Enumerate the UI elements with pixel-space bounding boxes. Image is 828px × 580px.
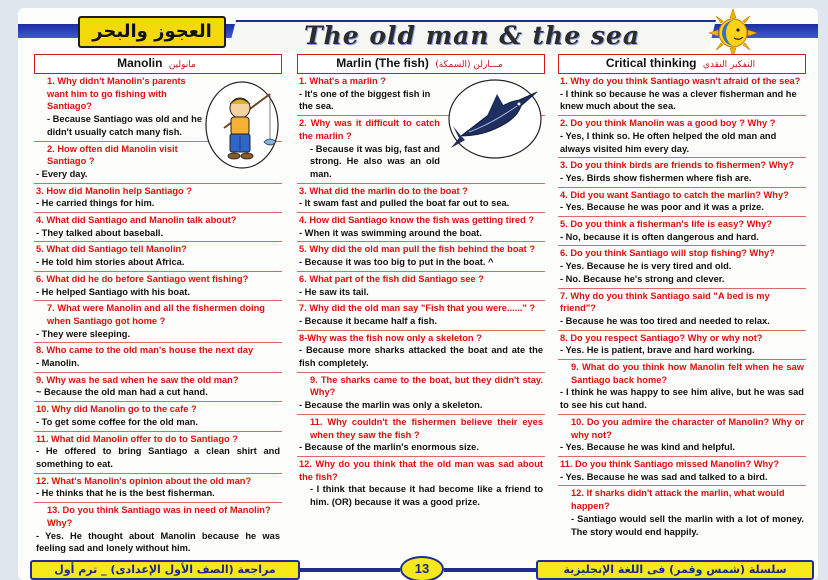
- question: 10. Do you admire the character of Manolin? Why or why not?: [571, 416, 804, 440]
- qa-item: [558, 415, 806, 457]
- question: 1. What's a marlin ?: [299, 76, 386, 86]
- answer: - Every day.: [36, 168, 88, 179]
- question: 11. Do you think Santiago missed Manolin? Why?: [560, 458, 780, 469]
- title-english: The old man & the sea: [303, 21, 641, 50]
- qa-item: [297, 272, 545, 301]
- qa-item: [297, 331, 545, 373]
- qa-item: [558, 289, 806, 331]
- question: 5. Do you think a fisherman's life is easy? Why?: [560, 219, 772, 230]
- answer: - I think that because it had become like a friend to him. (OR) because it was a good prize.: [310, 484, 543, 508]
- answer: - He helped Santiago with his boat.: [36, 286, 190, 297]
- column-title-arabic: مـــارلن (السمكة): [435, 60, 503, 70]
- answer: - He carried things for him.: [36, 198, 155, 209]
- question: 12. Why do you think that the old man was sad about the fish?: [299, 458, 543, 482]
- qa-item: [558, 331, 806, 360]
- qa-item: [34, 343, 282, 372]
- qa-item: [34, 242, 282, 271]
- worksheet-page: [18, 8, 818, 580]
- answer: - When it was swimming around the boat.: [299, 227, 482, 238]
- answer: - Because it was too big to put in the boat. ^: [299, 257, 494, 268]
- column-title: Marlin (The fish): [336, 56, 429, 70]
- answer: - Yes. Because he was kind and helpful.: [560, 442, 735, 453]
- footer-line-left: [300, 568, 400, 572]
- question: 1. Why didn't Manolin's parents want him to go fishing with Santiago?: [47, 76, 186, 112]
- answer: - They talked about baseball.: [36, 227, 164, 238]
- answer: - Santiago would sell the marlin with a lot of money. The story would end happily.: [571, 513, 804, 537]
- qa-item: [297, 457, 545, 511]
- answer: - Because it became half a fish.: [299, 315, 437, 326]
- column-title-arabic: التفكير النقدي: [702, 60, 756, 70]
- fisher-boy-icon: [204, 80, 280, 170]
- header: [18, 8, 818, 52]
- answer: - I think so because he was a clever fisherman and he knew much about the sea.: [560, 88, 797, 112]
- question: 2. Why was it difficult to catch the marlin ?: [299, 118, 440, 141]
- question: 9. Why was he sad when he saw the old man?: [36, 374, 239, 385]
- question: 3. How did Manolin help Santiago ?: [36, 185, 192, 196]
- answer: - No, because it is often dangerous and hard.: [560, 231, 759, 242]
- question: 7. Why did the old man say "Fish that you were......" ?: [299, 303, 536, 314]
- question: 9. The sharks came to the boat, but they didn't stay. Why?: [310, 374, 543, 398]
- qa-item: [558, 158, 806, 187]
- marlin-fish-icon: [447, 78, 543, 160]
- answer: - Because it was big, fast and strong. He also was an old man.: [310, 143, 440, 179]
- qa-item: [297, 415, 545, 457]
- answer: - He thinks that he is the best fisherman.: [36, 488, 215, 499]
- answer: - Yes. Because he was poor and it was a prize.: [560, 202, 764, 213]
- column-header-marlin: [297, 54, 545, 74]
- question: 5. What did Santiago tell Manolin?: [36, 244, 187, 255]
- answer: - He saw its tail.: [299, 286, 369, 297]
- question: 2. Do you think Manolin was a good boy ? Why ?: [560, 118, 776, 129]
- answer: - Yes. He is patient, brave and hard working.: [560, 345, 755, 356]
- question: 12. What's Manolin's opinion about the old man?: [36, 475, 252, 486]
- question: 6. What did he do before Santiago went fishing?: [36, 273, 249, 284]
- question: 10. Why did Manolin go to the cafe ?: [36, 404, 197, 415]
- qa-item: [34, 213, 282, 242]
- qa-item: [34, 373, 282, 402]
- answer: - Because more sharks attacked the boat and ate the fish completely.: [299, 345, 543, 369]
- qa-item: [558, 457, 806, 486]
- footer-course-label: مراجعة (الصف الأول الإعدادى) _ ترم أول: [30, 560, 300, 580]
- page-number: 13: [400, 556, 444, 580]
- answer: - Because of the marlin's enormous size.: [299, 442, 479, 453]
- answer-alt: - No. Because he's strong and clever.: [560, 273, 725, 284]
- qa-item: [558, 74, 806, 116]
- question: 4. How did Santiago know the fish was getting tired ?: [299, 215, 535, 226]
- footer-line-right: [444, 568, 536, 572]
- question: 13. Do you think Santiago was in need of Manolin? Why?: [47, 505, 271, 528]
- footer-series-label: سلسلة (شمس وقمر) فى اللغة الإنجليزية: [536, 560, 814, 580]
- answer: - He offered to bring Santiago a clean shirt and something to eat.: [36, 446, 280, 469]
- qa-item: [34, 272, 282, 301]
- question: 6. What part of the fish did Santiago see ?: [299, 273, 484, 284]
- qa-item: [297, 242, 545, 271]
- question: 3. What did the marlin do to the boat ?: [299, 185, 468, 196]
- question: 8-Why was the fish now only a skeleton ?: [299, 332, 482, 343]
- answer: - To get some coffee for the old man.: [36, 416, 199, 427]
- answer: - He told him stories about Africa.: [36, 257, 185, 268]
- qa-item: [34, 474, 282, 503]
- column-title-arabic: مانولين: [168, 60, 196, 70]
- qa-item: [558, 246, 806, 288]
- question: 3. Do you think birds are friends to fishermen? Why?: [560, 160, 795, 171]
- question: 12. If sharks didn't attack the marlin, what would happen?: [571, 488, 785, 512]
- answer: - Because Santiago was old and he didn't usually catch many fish.: [47, 114, 202, 137]
- column-manolin: [34, 54, 282, 556]
- answer: ~ Because the old man had a cut hand.: [36, 387, 208, 398]
- column-title: Critical thinking: [605, 56, 697, 70]
- qa-item: [34, 301, 282, 343]
- column-title: Manolin: [117, 56, 163, 70]
- answer: - Yes. Birds show fishermen where fish are.: [560, 172, 752, 183]
- qa-item: [297, 184, 545, 213]
- question: 7. What were Manolin and all the fishermen doing when Santiago got home ?: [47, 303, 265, 326]
- question: 8. Who came to the old man's house the next day: [36, 345, 254, 356]
- answer: - They were sleeping.: [36, 328, 131, 339]
- question: 4. What did Santiago and Manolin talk about?: [36, 215, 237, 226]
- qa-item: [558, 486, 806, 540]
- question: 6. Do you think Santiago will stop fishing? Why?: [560, 248, 775, 259]
- qa-item: [558, 116, 806, 158]
- answer: - It's one of the biggest fish in the sea.: [299, 88, 431, 112]
- answer: - Because he was too tired and needed to relax.: [560, 315, 770, 326]
- answer: - I think he was happy to see him alive, but he was sad to see his cut hand.: [560, 387, 804, 411]
- qa-item: [34, 432, 282, 474]
- answer: - Yes. He thought about Manolin because he was feeling sad and lonely without him.: [36, 530, 280, 554]
- qa-item: [34, 503, 282, 556]
- question: 9. What do you think how Manolin felt when he saw Santiago back home?: [571, 362, 804, 385]
- question: 2. How often did Manolin visit Santiago ?: [47, 143, 178, 167]
- column-header-critical-thinking: [558, 54, 806, 74]
- question: 11. Why couldn't the fishermen believe their eyes when they saw the fish ?: [310, 416, 543, 440]
- question: 8. Do you respect Santiago? Why or why not?: [560, 332, 763, 343]
- title-arabic: العجوز والبحر: [78, 16, 226, 48]
- qa-item: [297, 213, 545, 242]
- column-header-manolin: [34, 54, 282, 74]
- footer: [18, 556, 818, 580]
- answer: - Yes. Because he is very tired and old.: [560, 261, 732, 272]
- question: 1. Why do you think Santiago wasn't afraid of the sea?: [560, 76, 801, 86]
- qa-item: [34, 184, 282, 213]
- answer: - It swam fast and pulled the boat far out to sea.: [299, 198, 510, 209]
- qa-item: [558, 188, 806, 217]
- column-marlin: [297, 54, 545, 556]
- qa-item: [297, 373, 545, 415]
- question: 4. Did you want Santiago to catch the marlin? Why?: [560, 189, 789, 200]
- answer: - Yes. Because he was sad and talked to a bird.: [560, 471, 768, 482]
- answer: - Manolin.: [36, 358, 80, 369]
- question: 7. Why do you think Santiago said "A bed is my friend"?: [560, 290, 770, 314]
- qa-item: [558, 217, 806, 246]
- question: 11. What did Manolin offer to do to Santiago ?: [36, 433, 238, 444]
- title-english-banner: [228, 20, 716, 52]
- question: 5. Why did the old man pull the fish behind the boat ?: [299, 244, 536, 255]
- column-critical-thinking: [558, 54, 806, 556]
- answer: - Because the marlin was only a skeleton.: [299, 400, 483, 411]
- sun-moon-logo-icon: [708, 8, 758, 58]
- qa-item: [34, 402, 282, 431]
- qa-item: [297, 301, 545, 330]
- qa-item: [558, 360, 806, 415]
- answer: - Yes, I think so. He often helped the old man and always visited him every day.: [560, 130, 777, 154]
